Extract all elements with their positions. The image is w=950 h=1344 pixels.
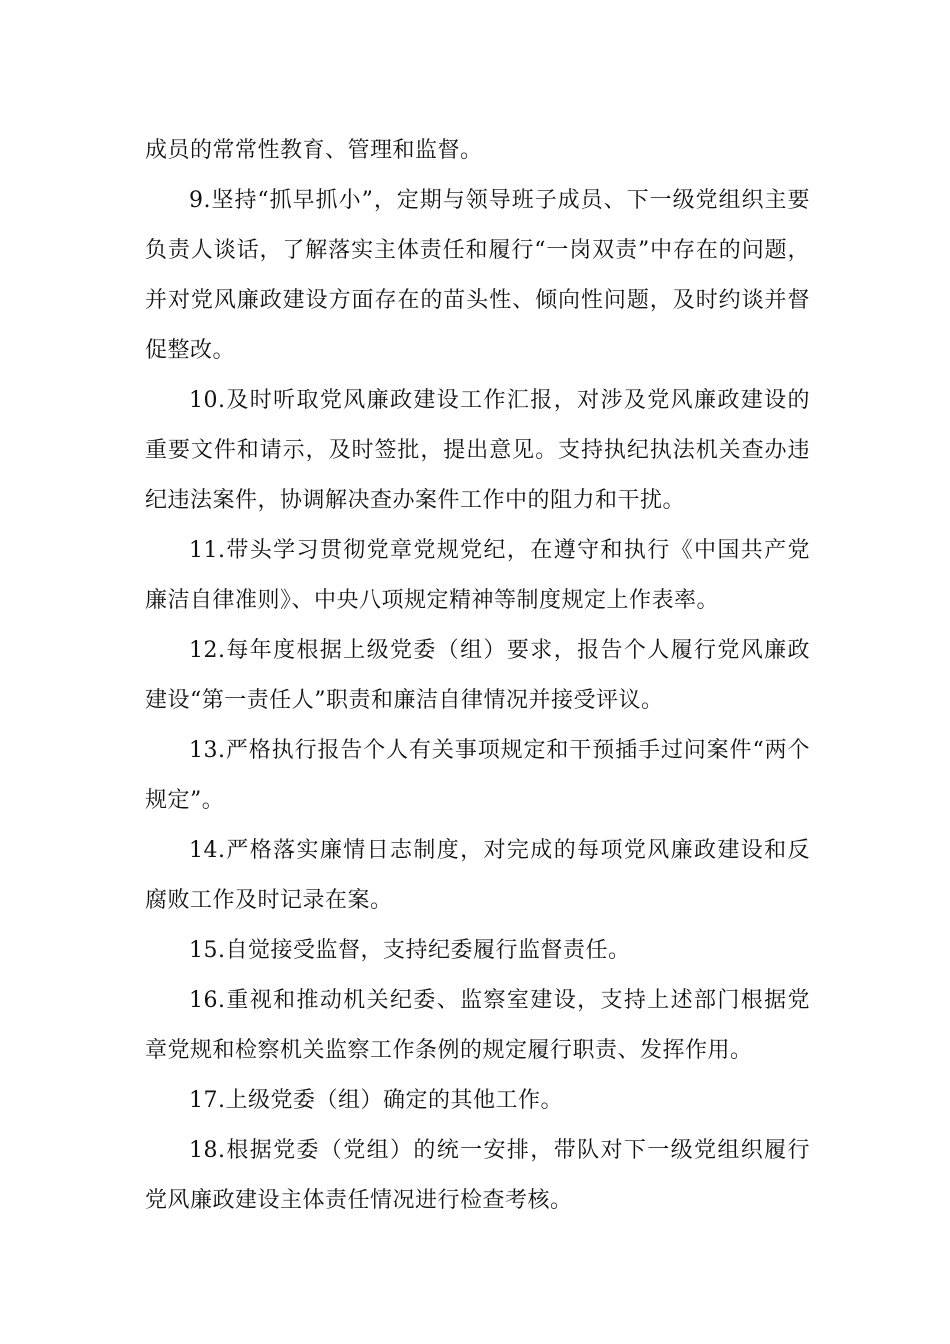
paragraph-item-10: 10.及时听取党风廉政建设工作汇报，对涉及党风廉政建设的重要文件和请示，及时签批，提出意见。支持执纪执法机关查办违纪违法案件，协调解决查办案件工作中的阻力和干扰。 (145, 388, 810, 513)
paragraph-item-11: 11.带头学习贯彻党章党规党纪，在遵守和执行《中国共产党廉洁自律准则》、中央八项规定精神等制度规定上作表率。 (145, 538, 810, 613)
paragraph-item-12: 12.每年度根据上级党委（组）要求，报告个人履行党风廉政建设“第一责任人”职责和廉洁自律情况并接受评议。 (145, 638, 810, 713)
paragraph-item-14: 14.严格落实廉情日志制度，对完成的每项党风廉政建设和反腐败工作及时记录在案。 (145, 838, 810, 913)
document-body (145, 126, 810, 1226)
paragraph-item-17: 17.上级党委（组）确定的其他工作。 (189, 1088, 563, 1113)
paragraph-item-16: 16.重视和推动机关纪委、监察室建设，支持上述部门根据党章党规和检察机关监察工作条例的规定履行职责、发挥作用。 (145, 988, 810, 1063)
paragraph-item-15: 15.自觉接受监督，支持纪委履行监督责任。 (189, 938, 631, 963)
paragraph-item-9: 9.坚持“抓早抓小”，定期与领导班子成员、下一级党组织主要负责人谈话，了解落实主体责任和履行“一岗双责”中存在的问题，并对党风廉政建设方面存在的苗头性、倾向性问题，及时约谈并督促整改。 (145, 188, 810, 363)
paragraph-item-13: 13.严格执行报告个人有关事项规定和干预插手过问案件“两个规定”。 (145, 738, 810, 813)
paragraph-continuation: 成员的常常性教育、管理和监督。 (145, 138, 483, 163)
paragraph-item-18: 18.根据党委（党组）的统一安排，带队对下一级党组织履行党风廉政建设主体责任情况进行检查考核。 (145, 1138, 810, 1213)
